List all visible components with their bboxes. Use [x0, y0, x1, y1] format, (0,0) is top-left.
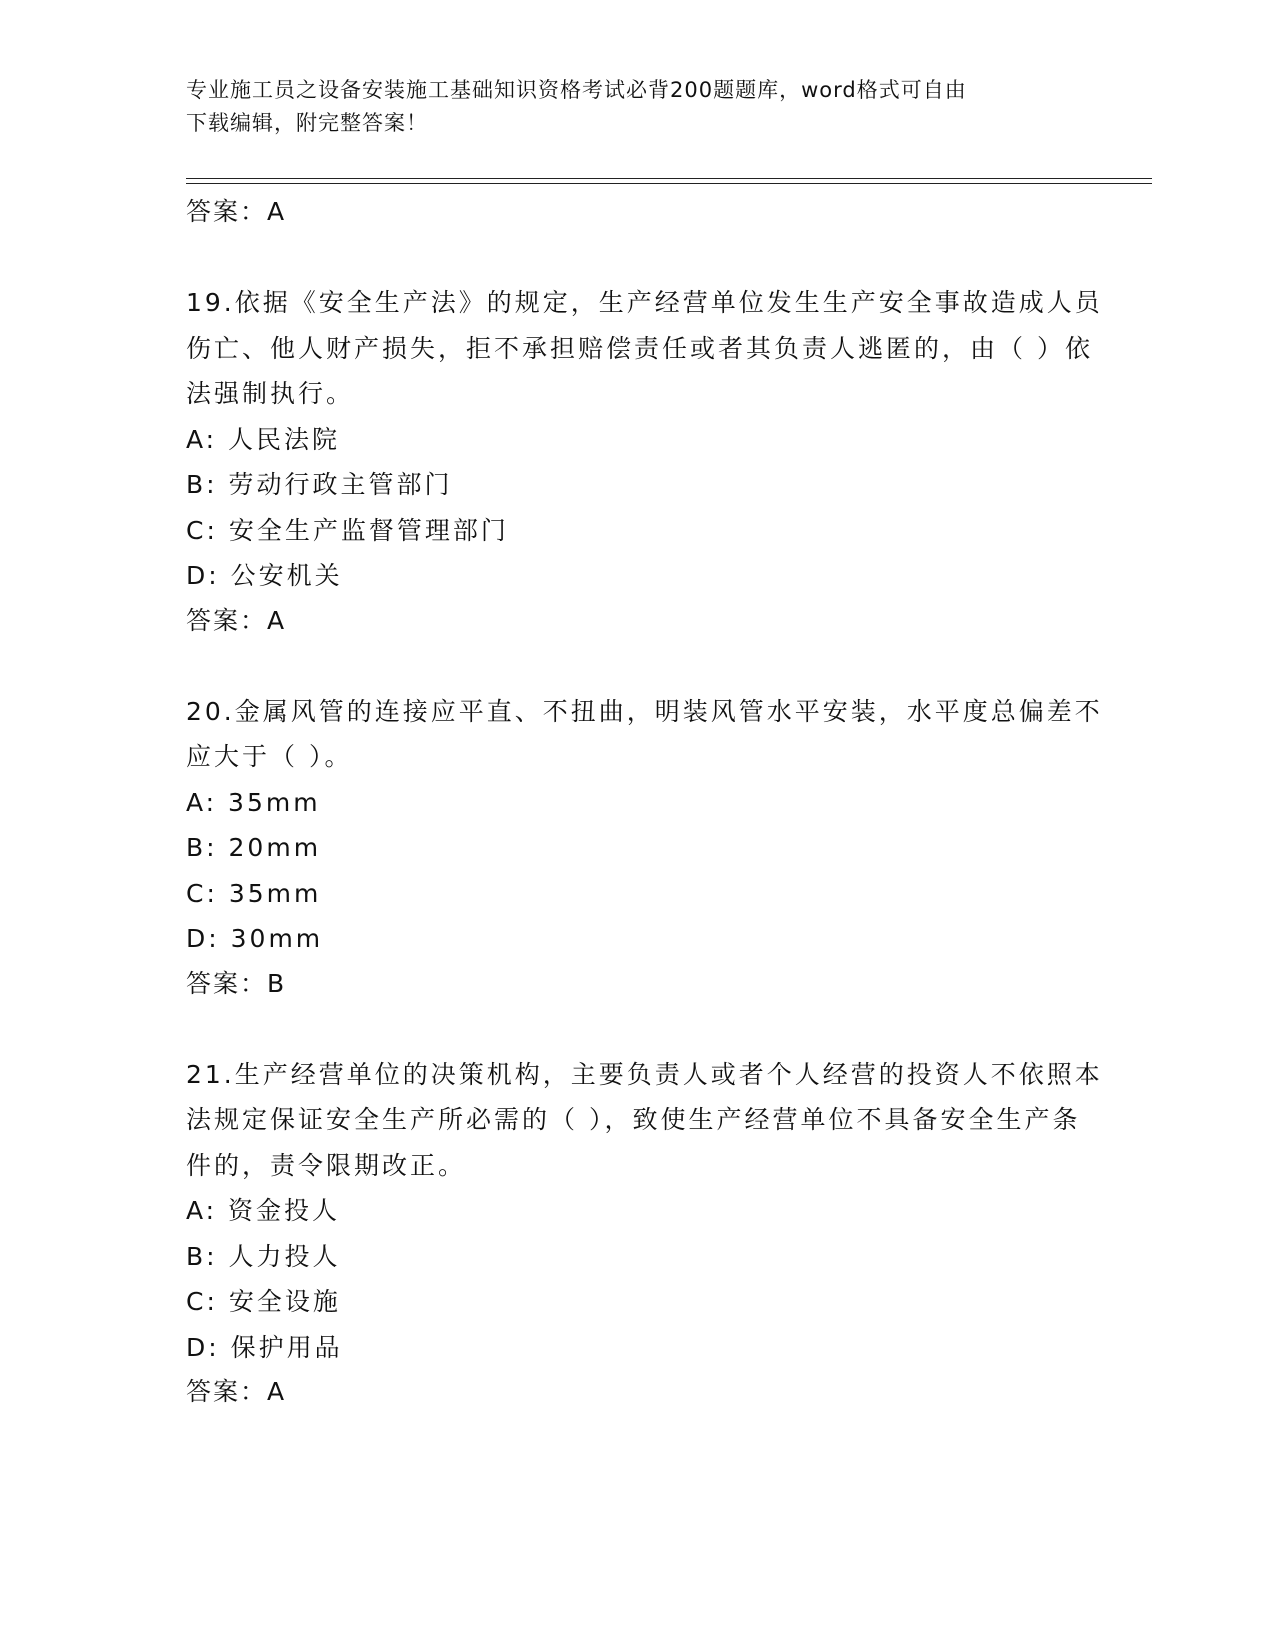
option-d: [186, 553, 1106, 599]
option-text: 公安机关: [230, 561, 343, 590]
answer-line: 答案：A: [186, 1377, 287, 1406]
option-c: [186, 871, 1106, 917]
option-a: [186, 1188, 1106, 1234]
option-a: [186, 780, 1106, 826]
option-key: B:: [186, 833, 218, 862]
option-text: 安全设施: [228, 1287, 341, 1316]
question-stem: 19.依据《安全生产法》的规定，生产经营单位发生生产安全事故造成人员伤亡、他人财产损失，拒不承担赔偿责任或者其负责人逃匿的，由（ ）依法强制执行。: [186, 288, 1103, 408]
option-key: C:: [186, 515, 218, 545]
header-divider-top: [186, 178, 1152, 179]
question-19: [186, 280, 1106, 643]
question-20: [186, 689, 1106, 1006]
option-c: [186, 508, 1106, 554]
option-a: [186, 417, 1106, 463]
option-key: C:: [186, 1287, 218, 1316]
spacer: [186, 1006, 1106, 1052]
option-b: [186, 462, 1106, 508]
option-key: D:: [186, 1332, 220, 1362]
option-key: D:: [186, 561, 220, 590]
option-text: 20mm: [228, 833, 322, 862]
option-b: [186, 825, 1106, 871]
option-text: 安全生产监督管理部门: [228, 515, 509, 545]
spacer: [186, 234, 1106, 280]
option-d: [186, 1325, 1106, 1371]
option-text: 30mm: [230, 924, 324, 953]
document-header: [186, 74, 1086, 140]
header-title-line-2: 下载编辑，附完整答案！: [186, 111, 428, 135]
option-text: 人民法院: [228, 424, 341, 454]
header-title-line-1: 专业施工员之设备安装施工基础知识资格考试必背200题题库，word格式可自由: [186, 78, 967, 102]
option-key: A:: [186, 1196, 218, 1225]
answer-line: 答案：A: [186, 605, 287, 635]
option-key: C:: [186, 878, 218, 908]
option-text: 保护用品: [230, 1332, 343, 1362]
header-divider-bottom: [186, 183, 1152, 184]
option-key: A:: [186, 424, 218, 454]
question-list: [186, 190, 1106, 1414]
option-key: D:: [186, 924, 220, 953]
question-21: [186, 1052, 1106, 1415]
option-key: A:: [186, 787, 218, 817]
option-key: B:: [186, 1241, 218, 1271]
question-stem: 21.生产经营单位的决策机构，主要负责人或者个人经营的投资人不依照本法规定保证安全生产所必需的（ ），致使生产经营单位不具备安全生产条件的，责令限期改正。: [186, 1059, 1103, 1180]
option-text: 35mm: [228, 787, 321, 817]
option-text: 35mm: [228, 878, 322, 908]
option-c: [186, 1279, 1106, 1325]
option-text: 劳动行政主管部门: [228, 470, 453, 499]
option-d: [186, 916, 1106, 962]
option-text: 资金投人: [228, 1196, 341, 1225]
answer-line: 答案：B: [186, 968, 287, 998]
option-b: [186, 1234, 1106, 1280]
option-key: B:: [186, 470, 218, 499]
question-stem: 20.金属风管的连接应平直、不扭曲，明装风管水平安装，水平度总偏差不应大于（ ）。: [186, 696, 1103, 771]
spacer: [186, 643, 1106, 689]
option-text: 人力投人: [228, 1241, 341, 1271]
previous-answer: 答案：A: [186, 197, 287, 226]
